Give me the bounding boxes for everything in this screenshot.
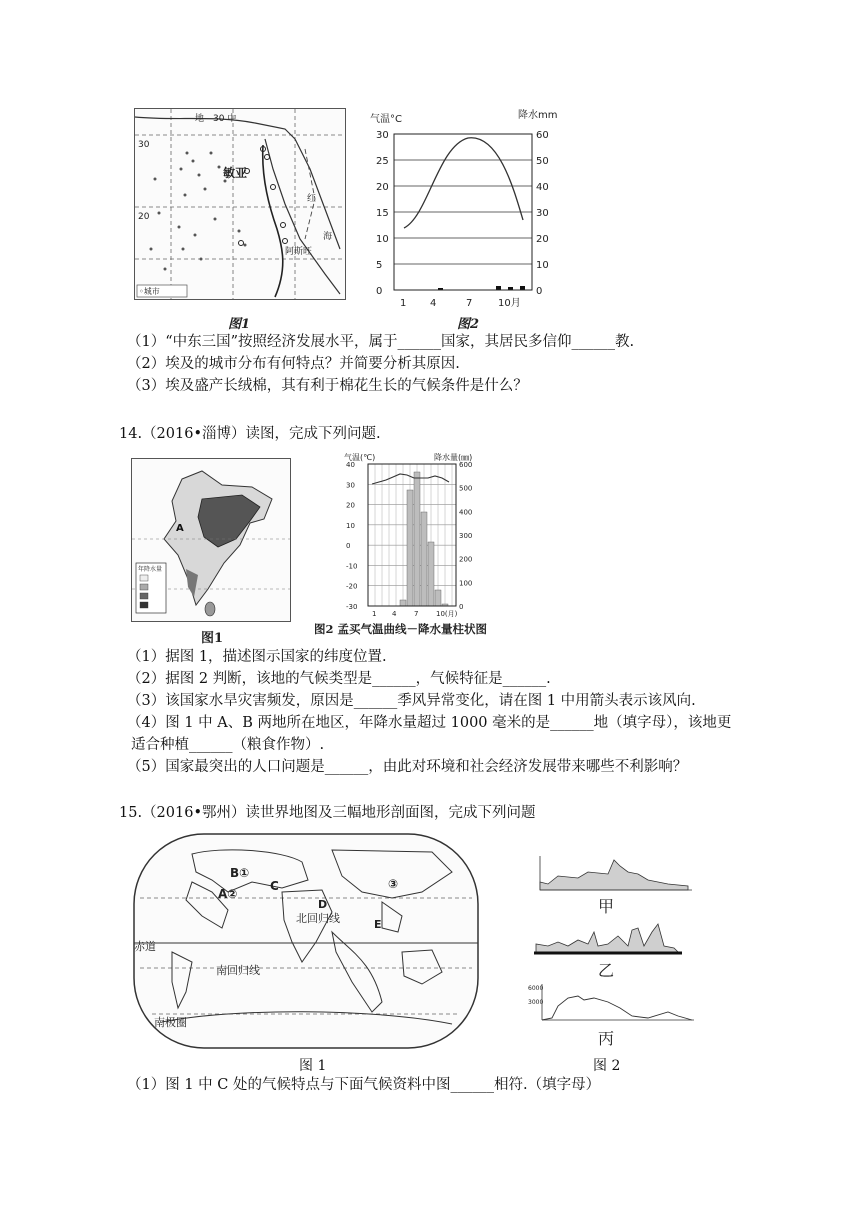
map-country-label: 敏亚 [223, 166, 248, 180]
q13-x-tick: 7 [466, 298, 473, 309]
q14-question-1: （1）据图 1，描述图示国家的纬度位置. [127, 649, 387, 665]
world-map-label-c: C [270, 879, 279, 893]
q14-temperature-curve [372, 474, 449, 484]
q14-precip-bar [435, 590, 441, 606]
q13-x-tick: 4 [430, 298, 437, 309]
q14-fig1-caption: 图1 [201, 631, 224, 646]
q13-climate-chart [368, 106, 568, 316]
world-map-tropic-s: 南回归线 [216, 964, 260, 977]
q14-x-tick: 7 [414, 610, 419, 618]
q14-question-4: （4）图 1 中 A、B 两地所在地区，年降水量超过 1000 毫米的是______地（填字母），该地更 [127, 715, 732, 731]
q14-x-tick: 10(月) [436, 610, 458, 618]
q13-ylabel-left: 气温°C [370, 114, 402, 125]
q13-left-tick: 15 [376, 208, 389, 219]
profile-yi-label: 乙 [598, 961, 615, 980]
q13-fig2-caption: 图2 [457, 317, 480, 332]
q15-question-1: （1）图 1 中 C 处的气候特点与下面气候资料中图______相符.（填字母） [127, 1077, 601, 1093]
world-map-label-e: E [374, 918, 382, 931]
q13-climate-chart-svg [368, 106, 568, 316]
q14-right-tick: 300 [459, 532, 473, 540]
q13-right-tick: 30 [536, 208, 549, 219]
q13-left-tick: 20 [376, 182, 389, 193]
q14-right-tick: 100 [459, 579, 473, 588]
q14-x-tick: 4 [392, 610, 397, 618]
india-map [131, 458, 291, 622]
q14-climate-chart [342, 450, 492, 620]
world-map-tropic-n: 北回归线 [296, 912, 340, 925]
q13-left-tick: 30 [376, 130, 389, 141]
profile-yi [534, 924, 682, 953]
map-aswan-label: 阿斯旺 [285, 247, 313, 257]
q13-right-tick: 50 [536, 156, 549, 167]
world-map-equator: 赤道 [134, 940, 156, 953]
profile-bing [528, 984, 694, 1020]
q13-left-tick: 10 [376, 234, 389, 245]
q14-right-tick: 200 [459, 555, 473, 564]
map-legend: ◦城市 [139, 287, 160, 296]
q13-temperature-curve [404, 138, 523, 228]
q13-right-tick: 60 [536, 130, 549, 141]
q13-right-tick: 40 [536, 182, 549, 193]
q13-question-3: （3）埃及盛产长绒棉，其有利于棉花生长的气候条件是什么？ [127, 378, 528, 394]
q13-right-tick: 20 [536, 234, 549, 245]
q14-left-tick: 30 [346, 481, 355, 490]
egypt-map-drawing [135, 109, 345, 299]
q13-x-tick: 10月 [498, 298, 521, 309]
q14-left-tick: -10 [346, 562, 358, 571]
q14-question-3: （3）该国家水旱灾害频发，原因是______季风异常变化，请在图 1 中用箭头表示该风向. [127, 693, 696, 709]
q14-precip-bar [400, 600, 406, 606]
india-map-legend-title: 年降水量 [138, 566, 163, 573]
profile-jia-label: 甲 [598, 897, 615, 916]
map-lat-20: 20 [138, 212, 150, 222]
q14-right-tick: 400 [459, 508, 473, 517]
q14-ylabel-right: 降水量(㎜) [434, 453, 473, 462]
profile-bing-tick-6000: 6000 [528, 985, 544, 992]
q14-question-4-cont: 适合种植______（粮食作物）. [131, 737, 325, 753]
q13-question-2: （2）埃及的城市分布有何特点？并简要分析其原因. [127, 356, 460, 372]
q14-climate-chart-svg [342, 450, 492, 620]
q13-precip-bar [496, 286, 501, 290]
q13-left-tick: 25 [376, 156, 389, 167]
q13-question-1: （1）“中东三国”按照经济发展水平，属于______国家，其居民多信仰______教. [127, 334, 635, 350]
profiles-drawing [528, 852, 698, 1052]
map-lat-30: 30 [138, 140, 150, 150]
q14-right-tick: 500 [459, 484, 473, 493]
world-map-label-3: ③ [388, 877, 399, 891]
world-map-antarctic: 南极圈 [154, 1016, 187, 1029]
q14-left-tick: -30 [346, 603, 358, 611]
q13-fig1-caption: 图1 [228, 317, 251, 332]
india-map-label-a: A [176, 523, 184, 534]
world-map-label-a2: A② [218, 887, 238, 901]
india-map-drawing [132, 459, 290, 621]
profile-bing-label: 丙 [598, 1029, 615, 1048]
q14-question-2: （2）据图 2 判断，该地的气候类型是______，气候特征是______. [127, 671, 551, 687]
q14-precip-bar [414, 472, 420, 606]
profile-bing-tick-3000: 3000 [528, 999, 544, 1006]
q13-right-tick: 0 [536, 286, 543, 297]
world-map-label-b1: B① [230, 866, 250, 880]
q14-x-tick: 1 [372, 610, 377, 618]
q14-precip-bar [407, 490, 413, 606]
q13-x-tick: 1 [400, 298, 407, 309]
q14-left-tick: 0 [346, 542, 351, 551]
q14-left-tick: -20 [346, 582, 358, 591]
q13-left-tick: 5 [376, 260, 383, 271]
q15-heading: 15.（2016•鄂州）读世界地图及三幅地形剖面图，完成下列问题 [119, 805, 536, 821]
q15-fig1-caption: 图 1 [299, 1058, 327, 1074]
map-sea-label: 海 [323, 232, 333, 242]
q14-heading: 14.（2016•淄博）读图，完成下列问题. [119, 426, 381, 442]
egypt-map [134, 108, 346, 300]
q14-right-tick: 0 [459, 603, 464, 611]
q15-fig2-caption: 图 2 [593, 1058, 621, 1074]
q14-precip-bar [428, 542, 434, 606]
q14-precip-bar [421, 512, 427, 606]
map-top-label: 地 30 中 [195, 114, 237, 124]
q14-left-tick: 20 [346, 501, 355, 510]
world-map [132, 832, 480, 1050]
q13-precip-bar [520, 286, 525, 290]
q14-ylabel-left: 气温(℃) [344, 453, 376, 462]
q14-question-5: （5）国家最突出的人口问题是______，由此对环境和社会经济发展带来哪些不利影响？ [127, 759, 688, 775]
map-red-label: 红 [307, 194, 317, 204]
q13-left-tick: 0 [376, 286, 383, 297]
profile-jia [540, 856, 692, 890]
q14-left-tick: 40 [346, 461, 355, 469]
world-map-drawing [132, 832, 480, 1050]
q13-ylabel-right: 降水mm [518, 110, 558, 121]
q13-right-tick: 10 [536, 260, 549, 271]
q14-fig2-caption: 图2 孟买气温曲线－降水量柱状图 [314, 622, 488, 636]
q14-right-tick: 600 [459, 461, 473, 469]
q14-left-tick: 10 [346, 521, 355, 530]
profiles [528, 852, 698, 1052]
world-map-label-d: D [318, 898, 328, 911]
